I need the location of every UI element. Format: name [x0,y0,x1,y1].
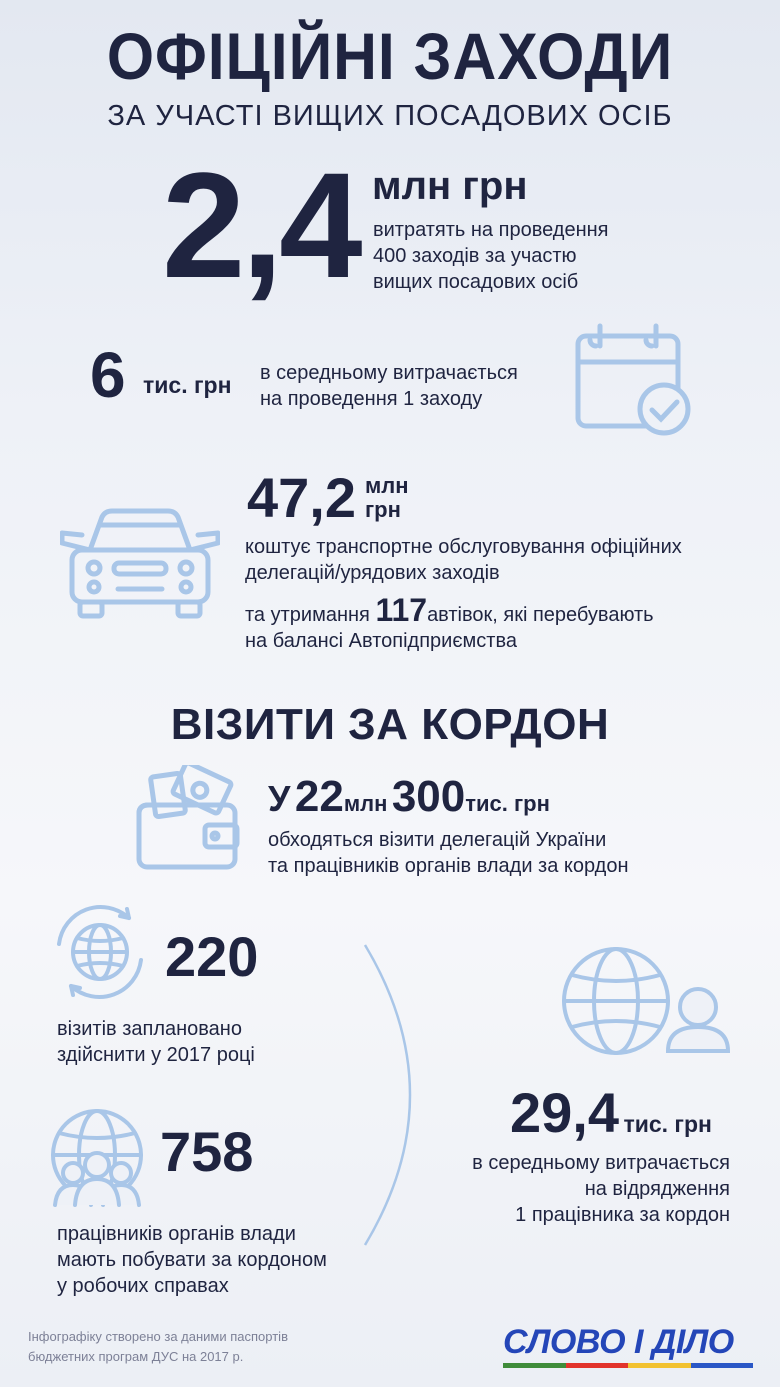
abroad-cost [268,772,550,822]
desc-line: на проведення 1 заходу [260,388,483,410]
desc-line: в середньому витрачається [472,1152,730,1174]
calendar-check-icon [570,322,695,437]
desc-line: на відрядження [584,1178,730,1200]
desc-line: мають побувати за кордоном [57,1249,327,1271]
section-title-visits: ВІЗИТИ ЗА КОРДОН [170,700,610,749]
desc-line: коштує транспортне обслуговування офіційних [245,536,682,558]
page-title: ОФІЦІЙНІ ЗАХОДИ [106,19,674,93]
visits-desc [57,1016,255,1068]
source-line: бюджетних програм ДУС на 2017 р. [28,1349,244,1364]
avg-trip-desc [430,1150,730,1228]
stripe-segment [628,1363,691,1368]
visits-number: 220 [165,925,259,988]
desc-line: візитів заплановано [57,1018,242,1040]
globe-refresh-icon [45,902,155,1002]
source-note [28,1327,288,1367]
abroad-cost-desc [268,827,629,879]
transport-unit [365,474,409,522]
desc-line: обходяться візити делегацій України [268,829,607,851]
wallet-money-icon [135,765,245,875]
desc-line: 1 працівника за кордон [515,1204,730,1226]
abroad-cost-ths: 300 [391,772,466,821]
cars-line-post: автівок, які перебувають [427,604,654,626]
desc-line: вищих посадових осіб [373,271,579,293]
abroad-cost-ths-unit: тис. грн [465,791,550,816]
car-icon [60,505,220,620]
cars-count: 117 [375,592,428,628]
staff-number: 758 [160,1120,254,1183]
desc-line: працівників органів влади [57,1223,296,1245]
avg-trip-number: 29,4 [510,1081,619,1144]
transport-desc [245,534,682,586]
cars-line [245,592,654,628]
abroad-cost-mln-unit: млн [343,791,388,816]
avg-event-number: 6 [90,339,126,411]
budget-total-number: 2,4 [162,141,359,309]
unit-line: млн [365,473,409,498]
divider-arc [360,940,430,1255]
avg-event-desc [260,360,518,412]
avg-trip-unit: тис. грн [623,1111,712,1137]
desc-line: делегацій/урядових заходів [245,562,500,584]
page-subtitle: ЗА УЧАСТІ ВИЩИХ ПОСАДОВИХ ОСІБ [107,100,673,132]
desc-line: здійснити у 2017 році [57,1044,255,1066]
brand-logo-text: СЛОВО І ДІЛО [503,1323,734,1361]
desc-line: витратять на проведення [373,219,609,241]
brand-logo[interactable] [503,1323,753,1373]
avg-trip-cost [510,1080,712,1145]
desc-line: у робочих справах [57,1275,229,1297]
cars-line-2: на балансі Автопідприємства [245,630,517,652]
abroad-cost-prefix: У [268,778,291,819]
staff-desc [57,1221,327,1299]
budget-total-desc [373,217,609,295]
abroad-cost-mln: 22 [294,772,344,821]
source-line: Інфографіку створено за даними паспортів [28,1329,288,1344]
transport-number: 47,2 [247,466,356,529]
stripe-segment [503,1363,566,1368]
stripe-segment [691,1363,754,1368]
cars-line-pre: та утримання [245,604,370,626]
desc-line: в середньому витрачається [260,362,518,384]
avg-event-unit: тис. грн [143,372,232,398]
budget-total-unit: млн грн [372,164,528,208]
globe-people-icon [45,1105,150,1210]
stripe-segment [566,1363,629,1368]
unit-line: грн [365,497,401,522]
desc-line: та працівників органів влади за кордон [268,855,629,877]
desc-line: 400 заходів за участю [373,245,577,267]
brand-logo-stripe [503,1363,753,1368]
globe-person-icon [560,945,740,1060]
